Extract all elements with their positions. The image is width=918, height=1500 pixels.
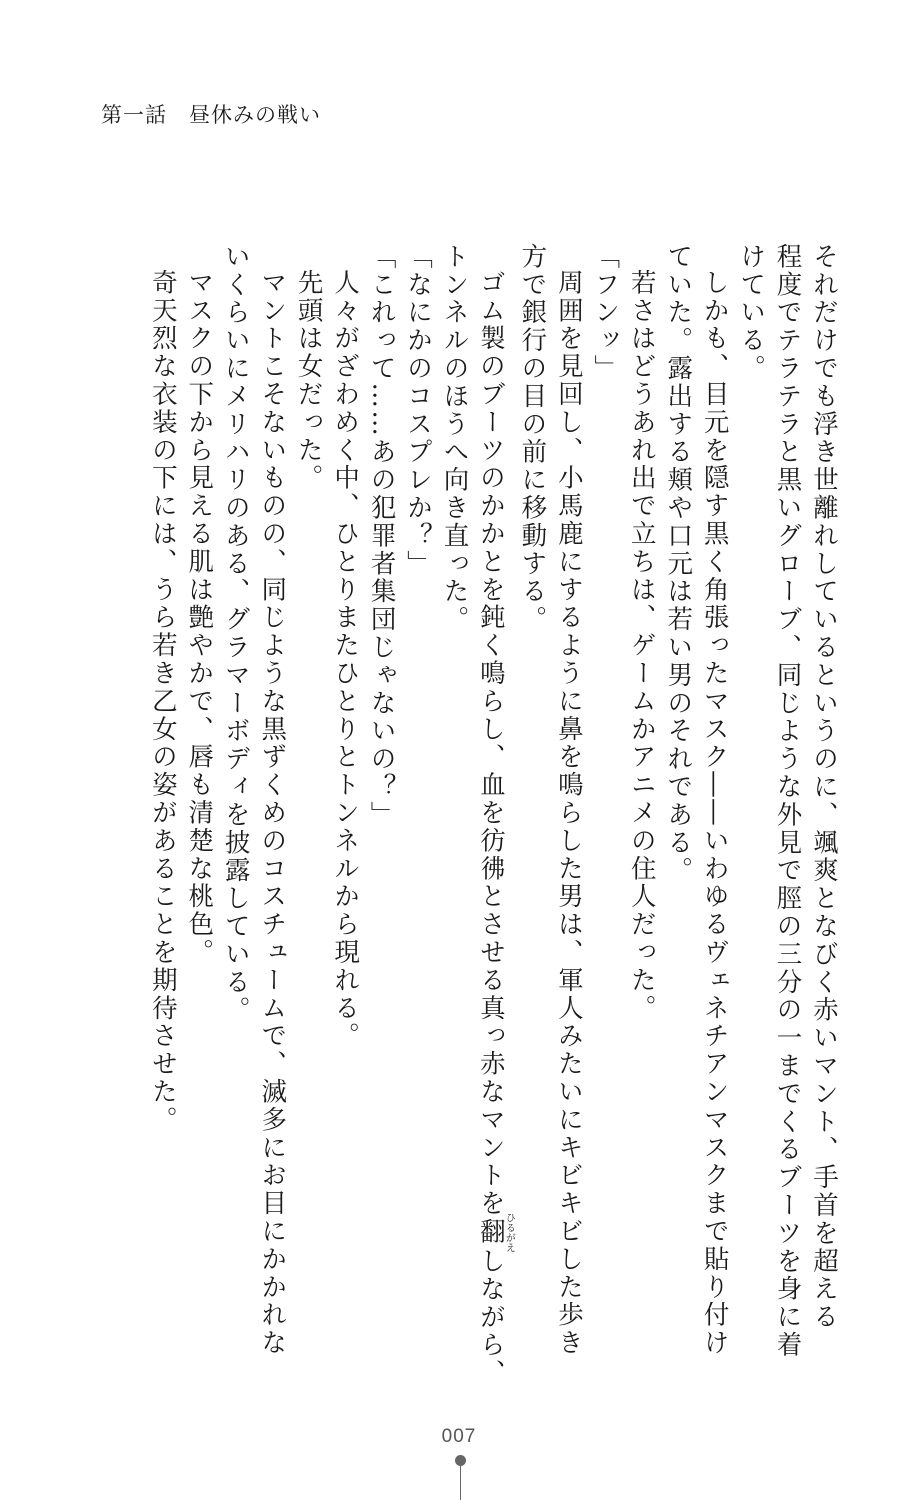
page-number: 007 [441,1426,477,1447]
text-line: 奇天烈な衣装の下には、うら若き乙女の姿があることを期待させた。 [147,268,178,1134]
text-line: それだけでも浮き世離れしているというのに、颯爽となびく赤いマント、手首を超える [809,243,839,1332]
text-line: ていた。露出する頬や口元は若い男のそれである。 [663,243,694,885]
text-segment: ゴム製のブーツのかかとを鈍く鳴らし、血を彷彿とさせる真っ赤なマントを [475,268,506,1218]
page-marker-line [460,1466,461,1500]
text-line: 周囲を見回し、小馬鹿にするように鼻を鳴らした男は、軍人みたいにキビキビした歩き [553,268,584,1357]
body-text [90,243,842,1387]
chapter-header: 第一話 昼休みの戦い [101,103,321,127]
page-marker-dot [455,1455,466,1466]
text-line: けている。 [736,243,767,383]
ruby-reading: ひるがえ [503,1212,515,1253]
text-line: マスクの下から見える肌は艶やかで、唇も清楚な桃色。 [184,268,215,966]
text-line-with-ruby [472,243,515,1387]
text-line: いくらいにメリハリのある、グラマーボディを披露している。 [220,243,251,1025]
text-line: しかも、目元を隠す黒く角張ったマスク――いわゆるヴェネチアンマスクまで貼り付け [699,268,730,1357]
text-line: 程度でテラテラと黒いグローブ、同じような外見で脛の三分の一までくるブーツを身に着 [772,243,803,1359]
text-line: マントこそないものの、同じような黒ずくめのコスチュームで、滅多にお目にかかれな [257,268,288,1357]
text-line: 若さはどうあれ出で立ちは、ゲームかアニメの住人だった。 [626,268,657,1022]
text-line: 先頭は女だった。 [293,268,324,492]
text-line: トンネルのほうへ向き直った。 [439,243,470,634]
dialogue-line: 「これって……あの犯罪者集団じゃないの？」 [366,243,397,829]
text-segment: しながら、 [475,1247,506,1387]
dialogue-line: 「フンッ」 [590,243,621,383]
ruby-base: 翻 [475,1212,506,1253]
text-line: 人々がざわめく中、ひとりまたひとりとトンネルから現れる。 [330,268,361,1050]
ruby-word [475,1212,515,1253]
text-line: 方で銀行の目の前に移動する。 [517,243,548,634]
dialogue-line: 「なにかのコスプレか？」 [403,243,434,578]
